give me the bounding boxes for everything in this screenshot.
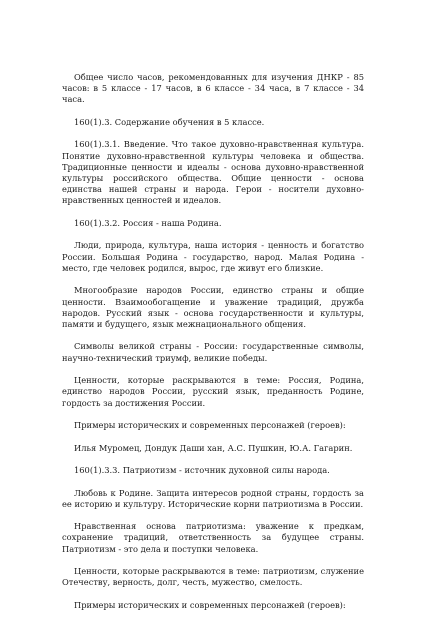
paragraph-diversity: Многообразие народов России, единство страны и общие ценности. Взаимообогащение и уважение традиций, дружба народов. Русский язык - основа государственности и культуры, памяти и будущего, язык межнационального общения.: [62, 285, 364, 329]
document-page: [62, 72, 364, 622]
paragraph-symbols: Символы великой страны - России: государственные символы, научно-технический триумф, великие победы.: [62, 341, 364, 363]
paragraph-values-russia: Ценности, которые раскрываются в теме: Россия, Родина, единство народов России, русский язык, преданность Родине, гордость за достижения России.: [62, 375, 364, 408]
paragraph-heroes-examples-label-2: Примеры исторических и современных персонажей (героев):: [74, 599, 346, 610]
paragraph-moral-basis: Нравственная основа патриотизма: уважение к предкам, сохранение традиций, ответственность за будущее страны. Патриотизм - это дела и поступки человека.: [62, 521, 364, 554]
heading-russia-motherland: 160(1).3.2. Россия - наша Родина.: [74, 217, 222, 228]
paragraph-people-nature: Люди, природа, культура, наша история - ценность и богатство России. Большая Родина - государство, народ. Малая Родина - место, где человек родился, вырос, где живут его близкие.: [62, 240, 364, 273]
paragraph-total-hours: Общее число часов, рекомендованных для изучения ДНКР - 85 часов: в 5 классе - 17 часов, в 6 классе - 34 часа, в 7 классе - 34 часа.: [62, 72, 364, 105]
heading-patriotism: 160(1).3.3. Патриотизм - источник духовной силы народа.: [74, 465, 330, 476]
paragraph-heroes-examples-label: Примеры исторических и современных персонажей (героев):: [74, 420, 346, 431]
heading-grade5-content: 160(1).3. Содержание обучения в 5 классе.: [74, 116, 265, 127]
paragraph-heroes-list: Илья Муромец, Дондук Даши хан, А.С. Пушкин, Ю.А. Гагарин.: [74, 442, 353, 453]
paragraph-love-motherland: Любовь к Родине. Защита интересов родной страны, гордость за ее историю и культуру. Исторические корни патриотизма в России.: [62, 487, 364, 509]
paragraph-values-patriotism: Ценности, которые раскрываются в теме: патриотизм, служение Отечеству, верность, долг, честь, мужество, смелость.: [62, 566, 364, 588]
paragraph-introduction: 160(1).3.1. Введение. Что такое духовно-нравственная культура. Понятие духовно-нравственной культуры человека и общества. Традиционные ценности и идеалы - основа духовно-нравственной культуры российского общества. Общие ценности - основа единства нашей страны и народа. Герои - носители духовно-нравственных ценностей и идеалов.: [62, 139, 364, 206]
